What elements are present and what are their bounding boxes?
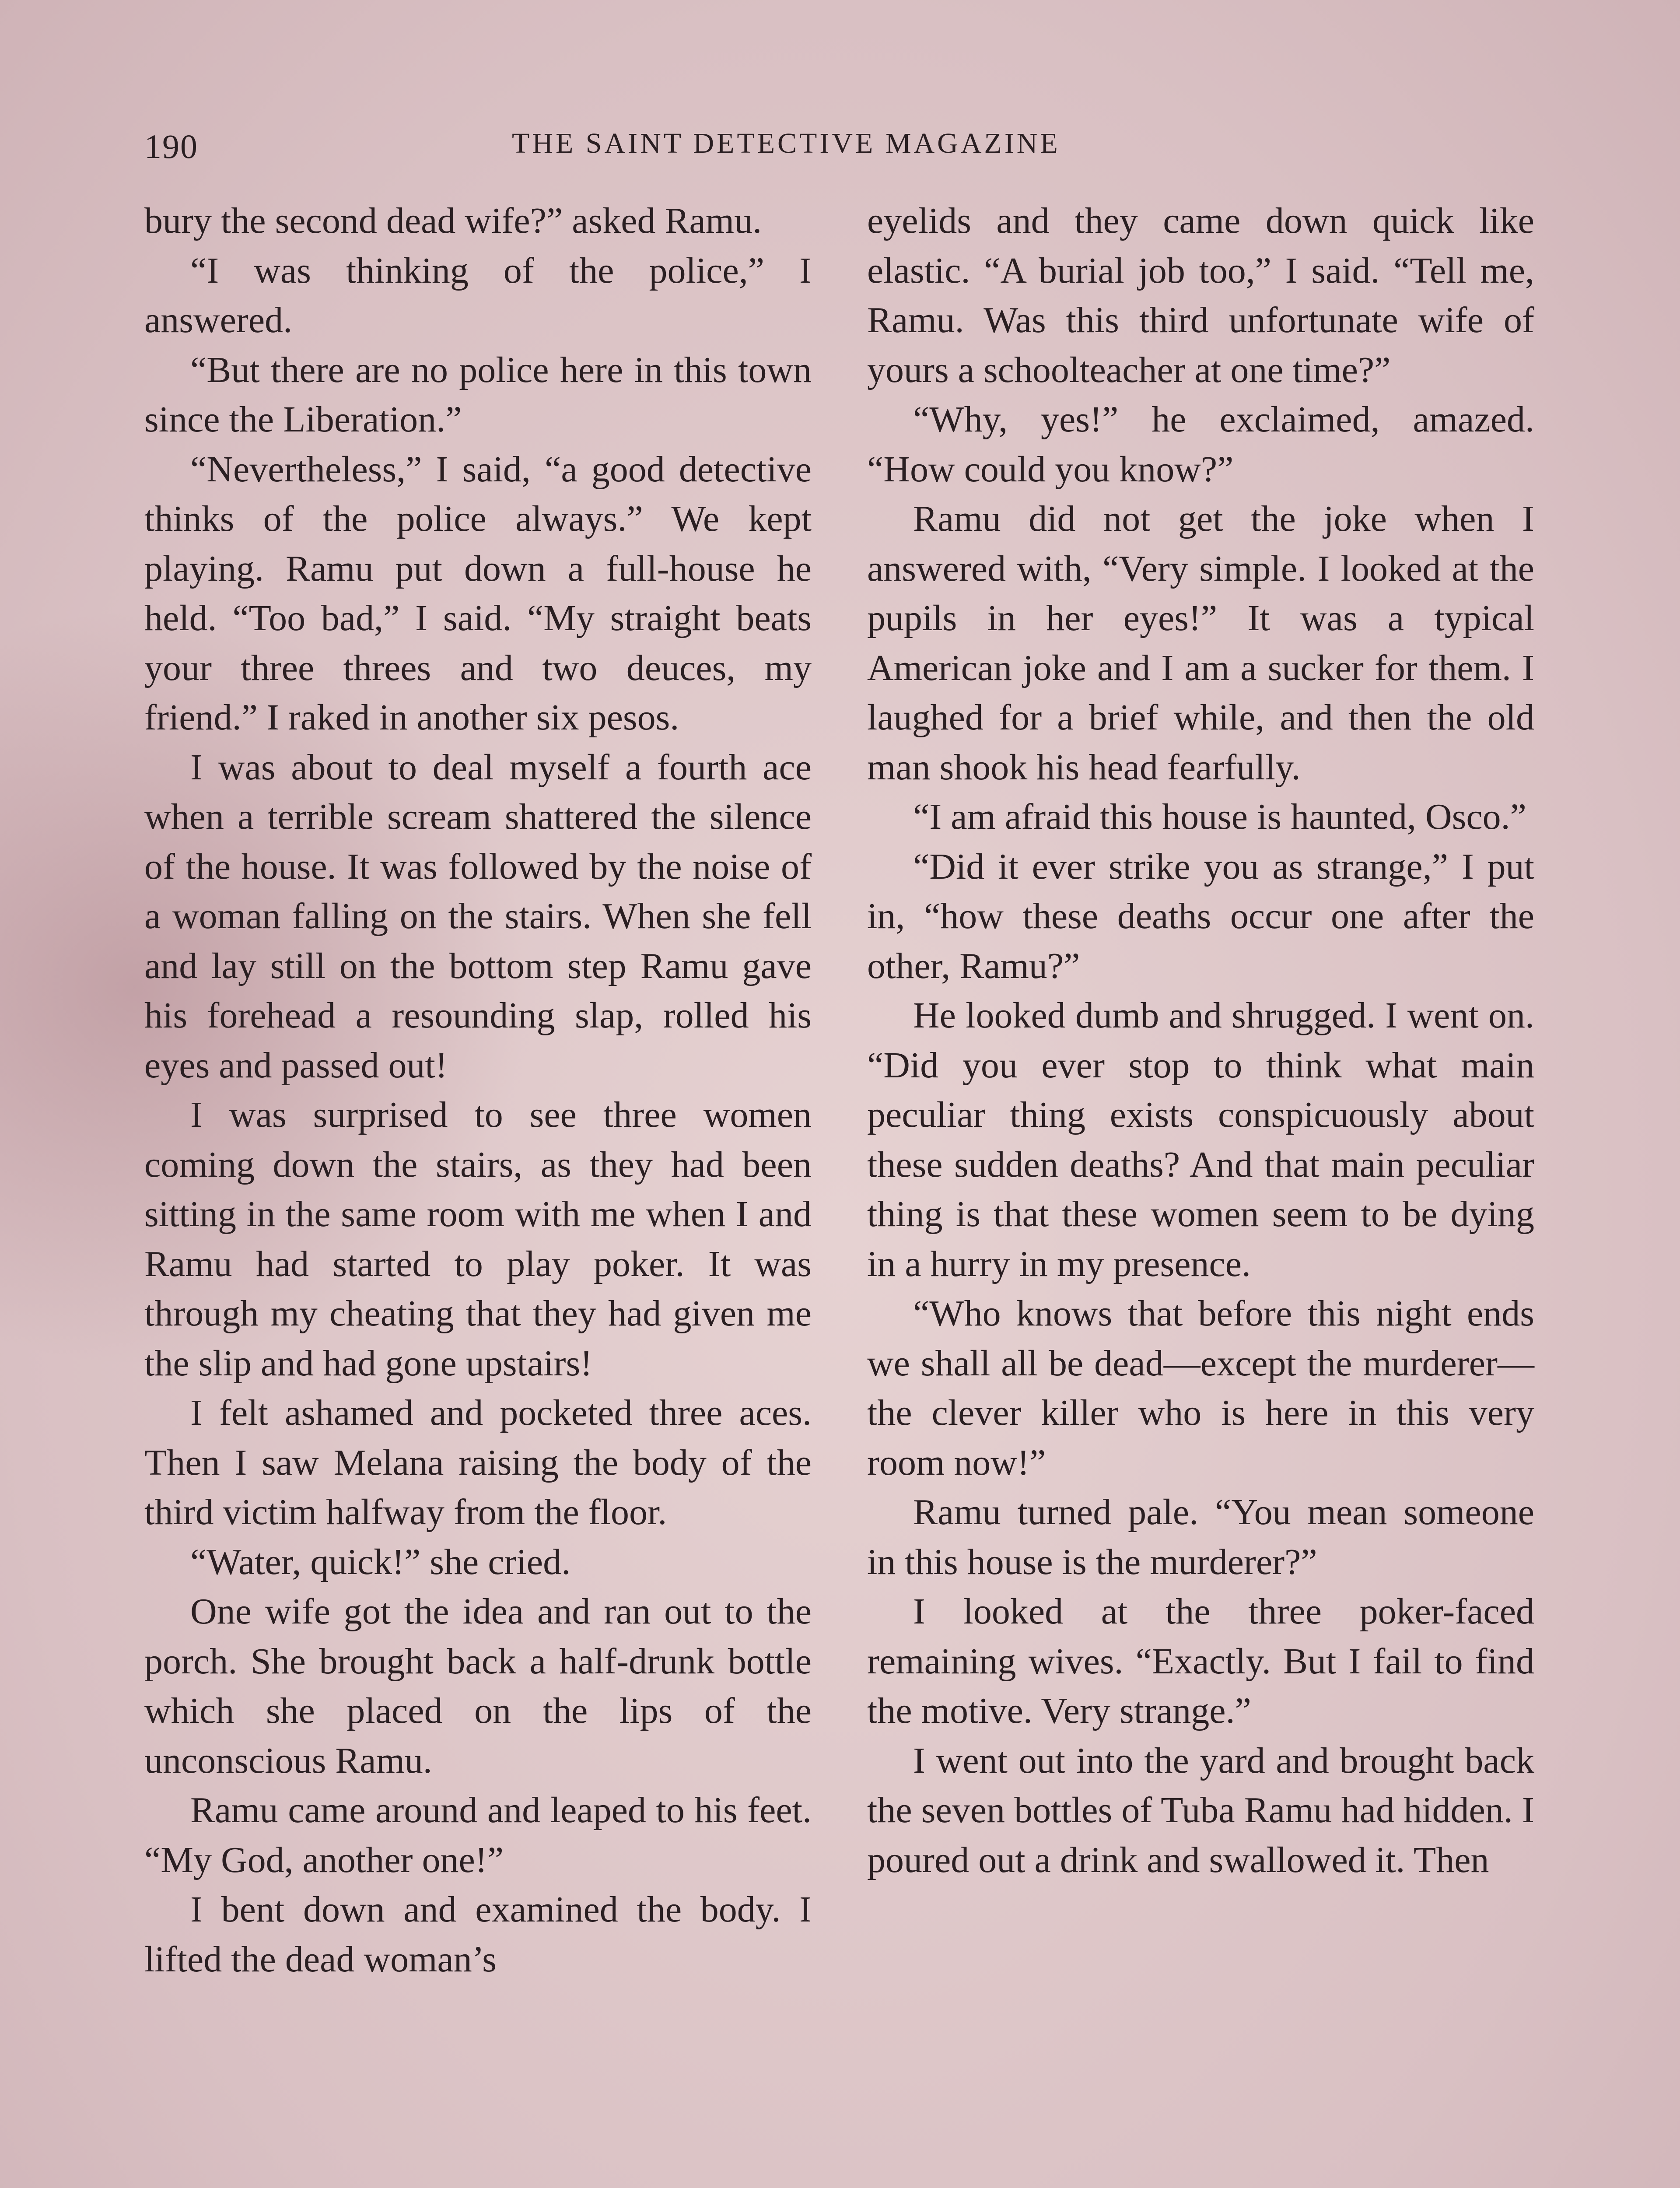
paragraph: eyelids and they came down quick like elastic. “A burial job too,” I said. “Tell me, Ramu. Was this third unfortunate wife of yours a schoolteacher at one time?” — [867, 200, 1534, 390]
paragraph: “Nevertheless,” I said, “a good detective thinks of the police always.” We kept playing. Ramu put down a full-house he held. “Too bad,” I said. “My straight beats your three threes and two deuces, my friend.” I raked in another six pesos. — [144, 449, 812, 738]
paragraph: I was surprised to see three women coming down the stairs, as they had been sitting in the same room with me when I and Ramu had started to play poker. It was through my cheating that they had given me the slip and had gone upstairs! — [144, 1094, 812, 1384]
paragraph: Ramu came around and leaped to his feet. “My God, another one!” — [144, 1790, 812, 1880]
page-number: 190 — [144, 127, 198, 165]
page-header — [144, 127, 1544, 179]
paragraph: Ramu did not get the joke when I answered with, “Very simple. I looked at the pupils in her eyes!” It was a typical American joke and I am a sucker for them. I laughed for a brief while, and then the old man shook his head fearfully. — [867, 498, 1534, 788]
paragraph: “Did it ever strike you as strange,” I put in, “how these deaths occur one after the other, Ramu?” — [867, 846, 1534, 986]
paragraph: I went out into the yard and brought back the seven bottles of Tuba Ramu had hidden. I poured out a drink and swallowed it. Then — [867, 1740, 1534, 1880]
paragraph: “Why, yes!” he exclaimed, amazed. “How could you know?” — [867, 399, 1534, 490]
paragraph: He looked dumb and shrugged. I went on. “Did you ever stop to think what main peculiar thing exists conspicuously about these sudden deaths? And that main peculiar thing is that these women seem to be dying in a hurry in my presence. — [867, 995, 1534, 1284]
paragraph: One wife got the idea and ran out to the porch. She brought back a half-drunk bottle which she placed on the lips of the unconscious Ramu. — [144, 1591, 812, 1781]
paragraph: “I was thinking of the police,” I answered. — [144, 250, 812, 340]
paragraph: “Who knows that before this night ends we shall all be dead—except the murderer—the clever killer who is here in this very room now!” — [867, 1293, 1534, 1483]
paragraph: “Water, quick!” she cried. — [190, 1541, 571, 1582]
left-column — [144, 196, 812, 1984]
paragraph: I looked at the three poker-faced remaining wives. “Exactly. But I fail to find the motive. Very strange.” — [867, 1591, 1534, 1731]
paragraph: bury the second dead wife?” asked Ramu. — [144, 200, 762, 241]
paragraph: Ramu turned pale. “You mean someone in this house is the murderer?” — [867, 1492, 1534, 1582]
paragraph: I felt ashamed and pocketed three aces. Then I saw Melana raising the body of the third victim halfway from the floor. — [144, 1392, 812, 1532]
paragraph: I was about to deal myself a fourth ace when a terrible scream shattered the silence of the house. It was followed by the noise of a woman falling on the stairs. When she fell and lay still on the bottom step Ramu gave his forehead a resounding slap, rolled his eyes and passed out! — [144, 747, 812, 1086]
paragraph: “I am afraid this house is haunted, Osco.” — [913, 796, 1526, 837]
right-column — [867, 196, 1534, 1885]
running-title: THE SAINT DETECTIVE MAGAZINE — [512, 127, 1060, 159]
paragraph: I bent down and examined the body. I lifted the dead woman’s — [144, 1889, 812, 1980]
paragraph: “But there are no police here in this town since the Liberation.” — [144, 349, 812, 440]
